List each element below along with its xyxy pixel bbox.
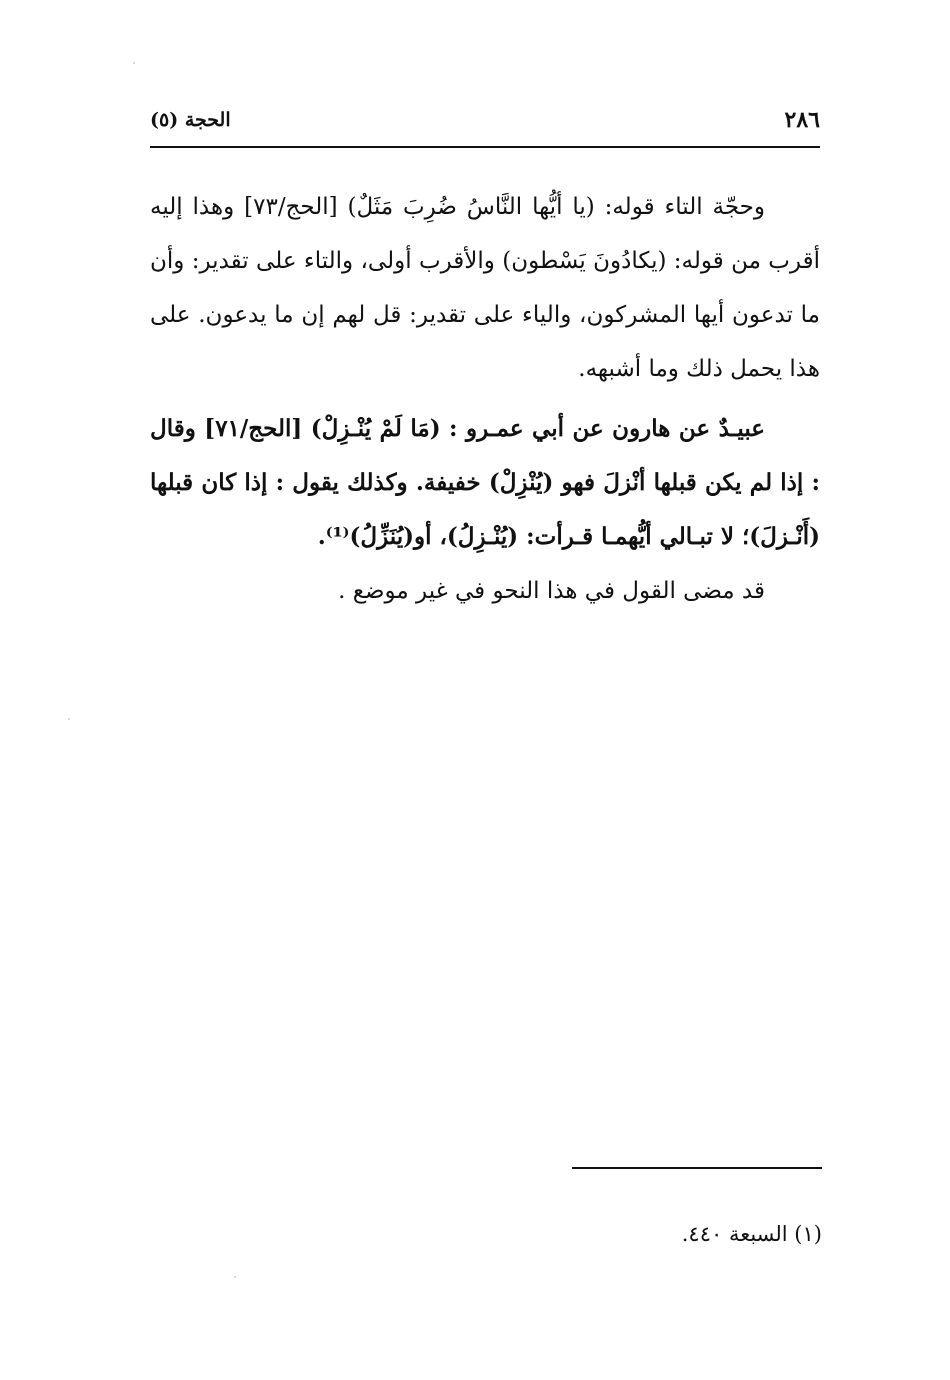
page-header (150, 100, 820, 140)
main-text (150, 180, 820, 618)
footnote-1: (١) السبعة ٤٤٠. (681, 1222, 822, 1246)
page-number: ٢٨٦ (784, 107, 820, 133)
scan-speck (68, 718, 70, 720)
scan-speck (234, 1276, 236, 1278)
footnote-rule (572, 1167, 822, 1169)
scan-speck (133, 62, 135, 64)
header-rule (150, 146, 820, 148)
paragraph-3: قد مضى القول في هذا النحو في غير موضع . (338, 578, 765, 604)
paragraph-2: عبيـدٌ عن هارون عن أبي عمـرو : (مَا لَمْ يُنْـزِلْ) [الحج/٧١] وقال : إذا لم يكن قبلها أنْزلَ فهو (يُنْزِلْ) خفيفة. وكذلك يقول : إذا كان قبلها (أَنْـزلَ)؛ لا تبـالي أيُّهمـا قـرأت: (يُنْـزِلُ)، أو(يُنَزِّلُ)⁽¹⁾. (150, 415, 820, 550)
paragraph-1: وحجّة التاء قوله: (يا أيُّها النَّاسُ ضُرِبَ مَثَلٌ) [الحج/٧٣] وهذا إليه أقرب من قوله: (يكادُونَ يَسْطون) والأقرب أولى، والتاء على تقدير: وأن ما تدعون أيها المشركون، والياء على تقدير: قل لهم إن ما يدعون. على هذا يحمل ذلك وما أشبهه. (150, 194, 820, 382)
running-title: الحجة (٥) (150, 109, 231, 131)
